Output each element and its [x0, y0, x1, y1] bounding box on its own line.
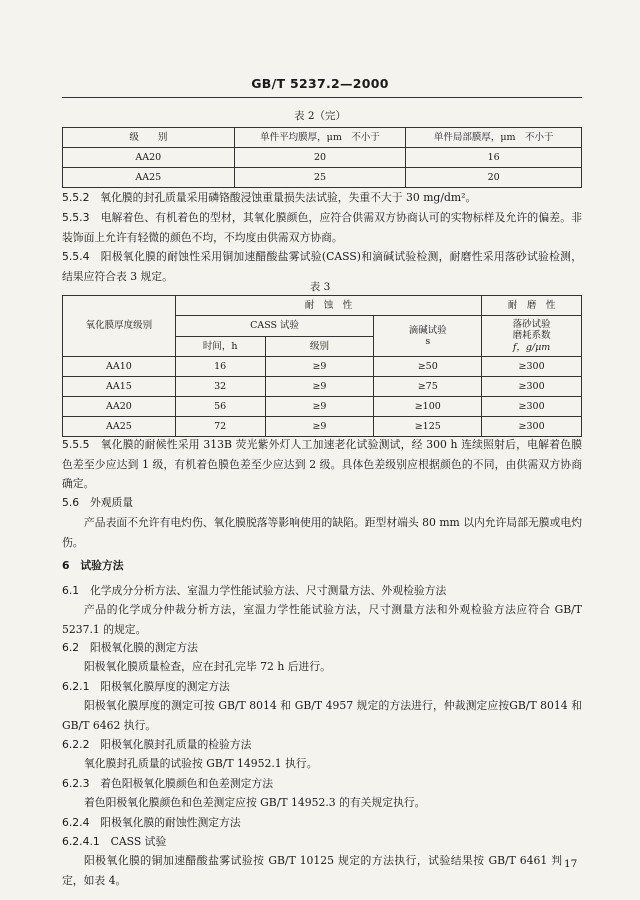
clause-title: 着色阳极氧化膜颜色和色差测定方法 — [100, 777, 274, 790]
clause-number: 5.5.3 — [62, 211, 90, 224]
table-cell: AA15 — [63, 377, 176, 397]
clause-number: 6.2.3 — [62, 777, 90, 790]
clause-title: 外观质量 — [89, 496, 134, 509]
sand-test-label: 磨耗系数 — [512, 330, 551, 342]
table-3 — [62, 295, 582, 437]
clause-number: 6.2.1 — [62, 680, 90, 693]
table-row — [63, 168, 582, 188]
clause-number: 5.5.5 — [62, 438, 90, 451]
clause-title: 阳极氧化膜的耐蚀性测定方法 — [100, 816, 241, 829]
clause-6-1-heading — [62, 581, 582, 601]
clause-title: 化学成分分析方法、室温力学性能试验方法、尺寸测量方法、外观检验方法 — [89, 584, 447, 597]
table-row — [63, 377, 582, 397]
section-number: 6 — [62, 559, 70, 572]
table-row — [63, 148, 582, 168]
clause-5-6-text: 产品表面不允许有电灼伤、氧化膜脱落等影响使用的缺陷。距型材端头 80 mm 以内允许局部无膜或电灼伤。 — [62, 516, 582, 549]
clause-5-5-5 — [62, 435, 582, 494]
table3-caption: 表 3 — [309, 281, 331, 293]
drip-test-label: 滴碱试验 — [408, 324, 447, 336]
table-header-cell — [374, 316, 482, 357]
table-cell: ≥300 — [482, 377, 582, 397]
table-header-cell: 单件平均膜厚，μm 不小于 — [234, 128, 406, 148]
table-header-cell: 耐 磨 性 — [482, 296, 582, 316]
clause-number: 6.2.4 — [62, 816, 90, 829]
table-cell: ≥300 — [482, 357, 582, 377]
section-6-heading — [62, 556, 582, 576]
table-cell: 20 — [406, 168, 582, 188]
sand-test-label: 落砂试验 — [512, 318, 551, 330]
header-rule — [62, 97, 582, 98]
clause-6-2-2-heading — [62, 735, 582, 755]
table-cell: 25 — [234, 168, 406, 188]
table-cell: AA25 — [63, 168, 235, 188]
page-number: 17 — [564, 858, 578, 870]
clause-number: 6.2 — [62, 641, 80, 654]
clause-title: CASS 试验 — [110, 835, 167, 848]
table-cell: AA20 — [63, 148, 235, 168]
clause-number: 5.6 — [62, 496, 80, 509]
clause-6-2-3-heading — [62, 774, 582, 794]
table-header-cell: 氧化膜厚度级别 — [63, 296, 176, 357]
table-cell: ≥9 — [265, 397, 374, 417]
table-cell: AA10 — [63, 357, 176, 377]
table-cell: 20 — [234, 148, 406, 168]
table-header-row — [63, 128, 582, 148]
standard-number-header: GB/T 5237.2—2000 — [251, 76, 389, 91]
table-header-cell: CASS 试验 — [175, 316, 374, 337]
clause-number: 6.2.4.1 — [62, 835, 100, 848]
clause-number: 6.1 — [62, 584, 80, 597]
table-row — [63, 397, 582, 417]
table-cell: 72 — [175, 417, 265, 437]
table-header-cell: 耐 蚀 性 — [175, 296, 481, 316]
table-2 — [62, 127, 582, 188]
clause-6-2-heading — [62, 638, 582, 658]
clause-6-2-4-heading — [62, 813, 582, 833]
clause-6-2-3-text: 着色阳极氧化膜颜色和色差测定应按 GB/T 14952.3 的有关规定执行。 — [84, 796, 426, 809]
table-cell: 56 — [175, 397, 265, 417]
table-cell: 32 — [175, 377, 265, 397]
sand-test-unit: f，g/μm — [512, 341, 551, 353]
clause-5-5-3 — [62, 208, 582, 247]
table-cell: ≥9 — [265, 377, 374, 397]
table-row — [63, 417, 582, 437]
clause-text: 阳极氧化膜的耐蚀性采用铜加速醋酸盐雾试验(CASS)和滴碱试验检测，耐磨性采用落砂试验检测，结果应符合表 3 规定。 — [62, 250, 582, 283]
table-cell: ≥125 — [374, 417, 482, 437]
clause-title: 阳极氧化膜的测定方法 — [89, 641, 198, 654]
table-cell: ≥300 — [482, 397, 582, 417]
clause-6-2-text: 阳极氧化膜质量检查，应在封孔完毕 72 h 后进行。 — [84, 660, 331, 673]
table-cell: ≥300 — [482, 417, 582, 437]
table-cell: ≥50 — [374, 357, 482, 377]
section-title: 试验方法 — [80, 559, 124, 572]
clause-6-2-1-text: 阳极氧化膜厚度的测定可按 GB/T 8014 和 GB/T 4957 规定的方法进行，仲裁测定应按GB/T 8014 和 GB/T 6462 执行。 — [62, 699, 582, 732]
table-cell: ≥9 — [265, 417, 374, 437]
table-cell: 16 — [175, 357, 265, 377]
clause-number: 5.5.2 — [62, 191, 90, 204]
clause-number: 5.5.4 — [62, 250, 90, 263]
table-cell: ≥9 — [265, 357, 374, 377]
drip-test-unit: s — [425, 336, 431, 347]
table-header-cell: 级 别 — [63, 128, 235, 148]
clause-text: 氧化膜的封孔质量采用磷铬酸浸蚀重量损失法试验，失重不大于 30 mg/dm²。 — [100, 191, 477, 204]
table-cell: AA20 — [63, 397, 176, 417]
table-header-cell: 级别 — [265, 336, 374, 357]
clause-title: 阳极氧化膜封孔质量的检验方法 — [100, 738, 252, 751]
table-header-cell: 单件局部膜厚，μm 不小于 — [406, 128, 582, 148]
table-header-row — [63, 296, 582, 316]
clause-text: 氧化膜的耐候性采用 313B 荧光紫外灯人工加速老化试验测试，经 300 h 连续照射后，电解着色膜色差至少应达到 1 级，有机着色膜色差至少应达到 2 级。具体色差级别应根据颜色的不同，由供需双方协商确定。 — [62, 438, 582, 490]
table-cell: 16 — [406, 148, 582, 168]
table-cell: AA25 — [63, 417, 176, 437]
clause-title: 阳极氧化膜厚度的测定方法 — [100, 680, 230, 693]
clause-6-2-1-heading — [62, 677, 582, 697]
table-row — [63, 357, 582, 377]
clause-text: 电解着色、有机着色的型材，其氧化膜颜色，应符合供需双方协商认可的实物标样及允许的偏差。非装饰面上允许有轻微的颜色不均，不均度由供需双方协商。 — [62, 211, 582, 244]
clause-5-5-2 — [62, 188, 582, 208]
table2-caption: 表 2（完） — [293, 110, 347, 122]
clause-6-2-2-text: 氧化膜封孔质量的试验按 GB/T 14952.1 执行。 — [84, 757, 318, 770]
table-header-cell — [482, 316, 582, 357]
table-header-cell: 时间，h — [175, 336, 265, 357]
table-cell: ≥100 — [374, 397, 482, 417]
clause-6-2-4-1-text: 阳极氧化膜的铜加速醋酸盐雾试验按 GB/T 10125 规定的方法执行，试验结果按 GB/T 6461 判定，如表 4。 — [62, 854, 562, 887]
clause-5-6-heading — [62, 493, 582, 513]
clause-6-1-text: 产品的化学成分仲裁分析方法，室温力学性能试验方法，尺寸测量方法和外观检验方法应符合 GB/T 5237.1 的规定。 — [62, 603, 582, 636]
clause-6-2-4-1-heading — [62, 832, 582, 852]
clause-number: 6.2.2 — [62, 738, 90, 751]
table-cell: ≥75 — [374, 377, 482, 397]
